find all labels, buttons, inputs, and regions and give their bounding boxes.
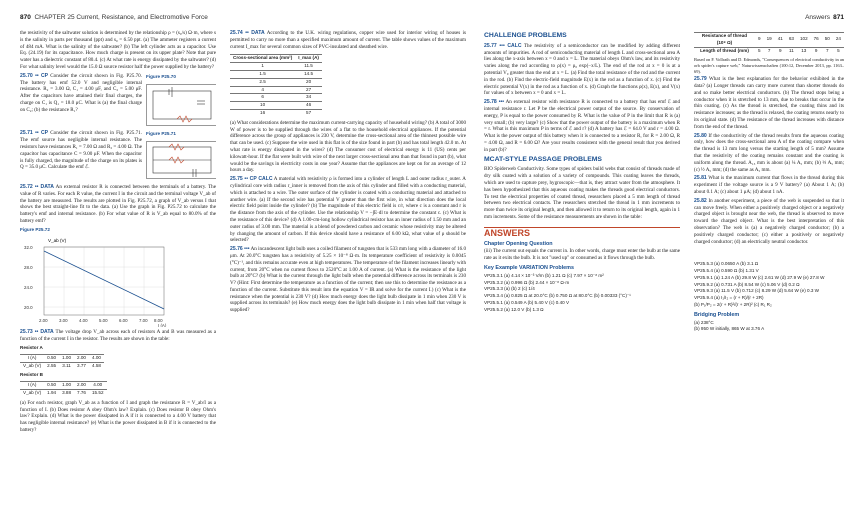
table-cell: 19 [764,33,775,48]
figure-caption: Figure P25.72 [20,226,50,232]
figure-p25-72-graph [20,235,170,327]
problem-74-parts: (a) What considerations determine the maximum current-carrying capacity of household wiring? (b) A total of 3000 W of power is to be supplied through the wires of a flat to the household electrical appliances. If the potential difference across the group of appliances is 230 V, determine the cross-sectional area of the thinnest possible wire that can be used. (c) Suppose the wire used in this flat is of the size found in part (b) and has total length 42.0 m. At what rate is energy dissipated in the wires? (d) The consumer cost of electrical energy is 11 (US) cents per kilowatt-hour. If the flat were built with wire of the next larger cross-sectional area than that found in part (b), what would be the savings in electricity costs in one year? Assume that the appliances are kept on for an average of 12 hours a day. [230,119,466,174]
problem-text: A material with resistivity ρ is formed into a cylinder of length L and outer radius r_outer. A cylindrical core with radius r_inner is removed from the axis of this cylinder and filled with a conducting material, which is attached to a wire. The outer surface of the cylinder is coated with a conducting material and attached to another wire. (a) If the second wire has potential V greater than the first wire, in what direction does the local electric field point inside the cylinder? (b) The magnitude of this electric field is c/r, where c is a constant and r is the distance from the axis of the cylinder. Use the relationship V = −∫E·dl to determine the constant c. (c) What is the resistance of this device? (d) A 1.00-cm-long hollow cylindrical resistor has an inner radius of 1.50 mm and an outer radius of 3.00 mm. The material is a blend of powdered carbon and ceramic whose resistivity may be altered by changing the amount of carbon. If this device should have a resistance of 6.00 kΩ, what value of ρ should be selected? [230,176,466,244]
mcat-heading: MCAT-STYLE PASSAGE PROBLEMS [484,155,602,163]
problem-73-parts: (a) For each resistor, graph V_ab as a function of I and graph the resistance R = V_ab/I as a function of I. (b) Does resistor A obey Ohm's law? Explain. (c) Does resistor B obey Ohm's law? Explain. (d) What is the power dissipated in A if it is connected to a 4.00 V battery that has negligible internal resistance? (e) What is the power dissipated in B if it is connected to the battery? [20,399,216,433]
problem-text: In another experiment, a piece of the web is suspended so that it can move freely. When either a positively charged object or a negatively charged object is brought near the web, the thread is observed to move toward the charged object. What is the best interpretation of this observation? The web is (a) a negatively charged conductor; (b) a positively charged conductor; (c) either a positively or negatively charged conductor; (d) an electrically neutral conductor. [694,197,844,245]
resistor-a-table [20,354,104,370]
x-tick: 5.00 [99,317,108,323]
figure-caption: Figure P25.71 [146,131,176,137]
answer-line: VP25.9.3 (a) 11.5 V (b) 0.712 (c) 8.29 W (d) 5.64 W (e) 0.3 W [694,288,820,294]
right-page-number: 871 [833,14,844,21]
problem-number: 25.75 •• CP CALC [230,176,273,183]
resistor-b-table [20,381,107,397]
y-tick: 32.0 [24,244,33,250]
table-cell: 2.00 [74,382,89,390]
problem-text: An incandescent light bulb uses a coiled filament of tungsten that is 533 mm long with a diameter of 16.0 μm. At 20.0°C tungsten has a resistivity of 5.25 × 10⁻⁸ Ω·m. Its temperature coefficient of resistivity is 0.0045 (°C)⁻¹, and this remains accurate even at high temperatures. The temperature of the filament increases linearly with current, from 20°C when no current flows to 2520°C at 1.00 A of current. (a) What is the resistance of the light bulb at 20°C? (b) What is the current through the light bulb when the potential difference across its terminals is 230 V? (Hint: First determine the temperature as a function of the current; then use this to determine the resistance as a function of the current. Substitute this result into the equation V = IR and solve for the current I.) (c) What is the resistance when the potential is 230 V? (d) How much energy does the light bulb dissipate in 1 min when 230 V is supplied across its terminals? (e) How much energy does the light bulb dissipate in 1 min when half that voltage is supplied? [230,246,466,314]
figure-p25-71 [146,130,216,184]
table-cell: 24 [833,33,844,48]
table-cell: 7 [764,47,775,54]
table-cell: 34 [295,94,322,102]
table-cell: 20 [295,78,322,86]
right-running-title: Answers [805,14,830,21]
problem-76 [230,246,466,314]
table-cell: 46 [295,102,322,110]
table-cell: 4 [230,86,295,94]
left-running-title: CHAPTER 25 Current, Resistance, and Electromotive Force [34,14,208,21]
answer-line: VP25.5.4 (a) 0.590 Ω (b) 1.31 V [694,268,759,274]
problem-75 [230,176,466,244]
answer-line: VP25.3.4 (a) 0.825 Ω at 20.0°C (b) 0.750 Ω at 80.0°C (b) 0.00333 (°C)⁻¹ [484,293,631,299]
problem-text: An external resistor with resistance R is connected to a battery that has emf ℰ and internal resistance r. Let P be the electrical power output of the source. By conservation of energy, P is equal to the power consumed by R. What is the value of P in the limit that R is (a) very small; (b) very large? (c) Show that the power output of the battery is a maximum when R = r. What is this maximum P in terms of ℰ and r? (d) A battery has ℰ = 64.0 V and r = 4.00 Ω. What is the power output of this battery when it is connected to a resistor R, for R = 2.00 Ω, R = 4.00 Ω, and R = 6.00 Ω? Are your results consistent with the general result that you derived in part (b)? [484,99,680,153]
answer-line: VP25.5.3 (a) 0.0650 A (b) 3.1 Ω [694,261,759,267]
problem-number: 25.70 •• CP [20,72,49,79]
table-cell: 2.00 [74,354,89,362]
table-cell: 102 [797,33,811,48]
problem-72 [20,184,216,225]
x-tick: 8.00 [154,317,163,323]
problem-number: 25.73 •• DATA [20,329,54,336]
page-header [20,14,844,26]
bridging-problem-heading: Bridging Problem [694,311,740,318]
mcat-passage: BIO Spiderweb Conductivity. Some types of spiders build webs that consist of threads made of dry silk coated with a solution of a variety of compounds. This coating leaves the threads, which are used to capture prey, hygroscopic—that is, they attract water from the atmosphere. It has been hypothesized that this aqueous coating makes the threads good electrical conductors. To test the electrical properties of coated thread, researchers placed a 5 mm length of thread between two electrical contacts. The researchers stretched the thread in 1 mm increments to more than twice its original length, and then allowed it to return to its original length, again in 1 mm increments. Some of the resistance measurements are shown in the table: [484,166,680,220]
answer-line: VP25.5.2 (a) 12.0 V (b) 1.3 Ω [484,306,544,312]
x-tick: 4.00 [79,317,88,323]
column-4 [694,30,844,504]
problem-text: The voltage drop V_ab across each of resistors A and B was measured as a function of the current I in the resistor. The results are shown in the table: [20,329,216,343]
resistor-a-label: Resistor A [20,344,43,350]
answers-heading: ANSWERS [484,227,680,237]
column-2 [230,30,466,504]
answer-line: VP25.9.4 (a) I₁/I₂ = (r + R)/(r + 2R) [694,295,764,301]
answer-line: (b) P₁/P₂ = 2(r + R)²/(r + 2R)² (c) R₁ R₂ [694,302,772,308]
table-cell: 50 [822,33,833,48]
table-header: I_max (A) [295,55,322,63]
answer-line: VP25.3.2 (a) 0.996 Ω (b) 2.44 × 10⁻⁸ Ω·m [484,279,570,285]
answer-line: (a) 238°C [694,319,714,325]
table-cell: V_ab (V) [20,389,44,396]
figure-caption: Figure P25.70 [146,73,176,79]
circuit-diagram [146,141,216,179]
challenge-problems-heading: CHALLENGE PROBLEMS [484,32,567,39]
answer-line: VP25.9.2 (a) 0.731 A (b) 8.54 W (c) 5.06 V (d) 0.2 Ω [694,281,800,287]
problem-71 [20,130,216,184]
problem-74 [230,30,466,50]
table-cell: 9 [775,47,786,54]
problem-number: 25.77 ••• CALC [484,42,522,49]
problem-70 [20,73,216,131]
problem-number: 25.80 [694,132,707,139]
table-cell: 3.88 [59,389,74,396]
answer-line: VP25.3.1 (a) 4.14 × 10⁻³ V/m (b) 1.21 Ω (c) 7.97 × 10⁻⁸ m² [484,272,604,278]
spiderweb-table [694,32,844,54]
table-cell: 76 [811,33,822,48]
problem-81 [694,175,844,195]
problem-number: 25.78 ••• [484,99,505,106]
table-cell: 63 [786,33,797,48]
problem-78 [484,99,680,153]
y-tick: 28.0 [24,264,33,270]
table-cell: 4.58 [89,362,104,369]
table-cell: 5 [833,47,844,54]
table-cell: 4.00 [89,382,107,390]
problem-number: 25.79 [694,76,707,83]
resistor-b-label: Resistor B [20,372,43,378]
problem-number: 25.82 [694,197,707,204]
table-cell: 1 [230,63,295,71]
key-example-heading: Key Example VARIATION Problems [484,264,574,271]
table-cell: 2.5 [230,78,295,86]
column-3 [484,30,680,504]
table-cell: 57 [295,109,322,116]
problem-82 [694,198,844,246]
problem-number: 25.76 ••• [230,246,250,253]
table-cell: 9 [755,33,764,48]
problem-text: An external resistor R is connected between the terminals of a battery. The value of R varies. For each R value, the current I in the circuit and the terminal voltage V_ab of the battery are measured. The results are plotted in Fig. P25.72, a graph of V_ab versus I that shows the best straight-line fit to the data. (a) Use the graph in Fig. P25.72 to calculate the battery's emf and internal resistance. (b) For what value of R is V_ab equal to 80.0% of the battery emf? [20,183,216,224]
table-cell: 1.00 [59,354,74,362]
table-cell: 5 [755,47,764,54]
problem-text: What is the best explanation for the behavior exhibited in the data? (a) Longer threads can carry more current than shorter threads do and so make better electrical conductors. (b) The thread stops being a conductor when it is stretched to 13 mm, due to breaks that occur in the thin coating. (c) As the thread is stretched, the coating thins and its resistance increases; as the thread is relaxed, the coating returns nearly to its original state. (d) The resistance of the thread increases with distance from the end of the thread. [694,76,844,130]
problem-text: According to the U.K. wiring regulations, copper wire used for interior wiring of houses is permitted to carry no more than a specified maximum amount of current. The table shows values of the maximum current I_max for several common sizes of PVC-insulated and sheathed wire. [230,30,466,50]
answer-line: VP25.5.1 (a) 0.549 A (b) 5.40 V (c) 0.40 V [484,299,570,305]
problem-text: The resistivity of a semiconductor can be modified by adding different amounts of impurities. A rod of semiconducting material of length L and cross-sectional area A lies along the x-axis between x = 0 and x = L. The material obeys Ohm's law, and its resistivity varies along the rod according to ρ(x) = ρ₀ exp(−x/L). The end of the rod at x = 0 is at a potential V₀ greater than the end at x = L. (a) Find the total resistance of the rod and the current in the rod. (b) Find the electric-field magnitude E(x) in the rod as a function of x. (c) Find the electric potential V(x) in the rod as a function of x. (d) Graph the functions ρ(x), E(x), and V(x) for values of x between x = 0 and x = L. [484,42,680,97]
figure-p25-70 [146,73,216,131]
table-cell: 16 [230,109,295,116]
table-cell: 6 [230,94,295,102]
problem-69-continued: the resistivity of the saltwater solution is determined by the relationship ρ = (s₀/s) Ω·m, where s is the salinity in parts per thousand (ppt) and s₀ = 6.50 ppt. (a) The ammeter registers a current of 484 mA. What is the salinity of the saltwater? (b) The left cylinder acts as a capacitor. Use Eq. (24.19) for its capacitance. How much charge is present on its upper plate? Note that pure water has a dielectric constant of 80.4. (c) At what rate is energy dissipated by the saltwater? (d) For what salinity level would the 15.0 Ω source resistor half the power supplied by the battery? [20,30,216,70]
problem-text: What is the maximum current that flows in the thread during this experiment if the voltage source is a 9 V battery? (a) About 1 A; (b) about 0.1 A; (c) about 1 μA; (d) about 1 nA. [694,175,844,195]
wire-current-table [230,54,322,116]
column-1 [20,30,216,504]
table-cell: 1.5 [230,70,295,78]
y-tick: 24.0 [24,284,33,290]
table-cell: I (A) [20,382,44,390]
table-cell: 7.76 [74,389,89,396]
left-page-number: 870 [20,14,31,21]
table-cell: 2.55 [44,362,59,369]
table-cell: I (A) [20,354,44,362]
problem-73 [20,329,216,343]
table-cell: 0.50 [44,382,59,390]
table-cell: 4.00 [89,354,104,362]
y-tick: 20.0 [24,304,33,310]
chapter-opening-question-heading: Chapter Opening Question [484,240,553,247]
table-cell: 0.50 [44,354,59,362]
table-cell: 11 [786,47,797,54]
problem-77 [484,43,680,97]
table-cell: V_ab (V) [20,362,44,369]
problem-80 [694,133,844,174]
table-header: Cross-sectional area (mm²) [230,55,295,63]
table-cell: 1.94 [44,389,59,396]
x-tick: 7.00 [139,317,148,323]
table-cell: 27 [295,86,322,94]
table-cell: 9 [811,47,822,54]
table-cell: 3.11 [59,362,74,369]
answer-line: VP25.9.1 (a) 1.24 A (b) 29.8 W (c) 2.61 W (d) 27.9 W (e) 27.8 W [694,274,825,280]
table-cell: 41 [775,33,786,48]
problem-number: 25.71 •• CP [20,130,49,137]
wire-table-block [230,52,466,119]
table-cell: 1.00 [59,382,74,390]
graph-y-label: V_ab (V) [48,237,67,243]
problem-text: If the conductivity of the thread results from the aqueous coating only, how does the cross-sectional area A of the coating compare when the thread is 13 mm long versus the starting length of 5 mm? Assume that the resistivity of the coating remains constant and the coating is uniform along the thread. A₁₃ mm is about (a) ¼ A₅ mm; (b) ⅓ A₅ mm; (c) ½ A₅ mm; (d) the same as A₅ mm. [694,132,844,173]
circuit-diagram [146,84,216,126]
problem-number: 25.74 •• DATA [230,30,265,36]
table-cell: 13 [797,47,811,54]
problem-number: 25.81 [694,175,707,182]
problem-text: Consider the circuit shown in Fig. P25.70. The battery has emf 52.0 V and negligible internal resistance. R₂ = 3.00 Ω, C₁ = 4.00 μF, and C₂ = 5.00 μF. After the capacitors have attained their final charges, the charge on C₁ is Q₁ = 18.0 μC. What is (a) the final charge on C₂; (b) the resistance R₁? [20,72,142,113]
table-header: Length of thread (mm) [694,47,755,54]
table-cell: 11.5 [295,63,322,71]
table-cell: 14.5 [295,70,322,78]
table-cell: 10 [230,102,295,110]
answer-line: (b) 950 W initially, 865 W at 3.76 A [694,326,765,332]
table-source-note: Based on F. Vollrath and D. Edmonds, "Consequences of electrical conductivity in an orb spider's capture web," Naturwissenschaften (100:12, December 2013, pp. 1163–69). [694,57,844,74]
answer-line: VP25.3.3 (a) (b) 2 (c) 1/4 [484,286,535,292]
table-header: Resistance of thread (10⁹ Ω) [694,33,755,48]
x-tick: 3.00 [59,317,68,323]
problem-number: 25.72 •• DATA [20,183,54,190]
table-cell: 3.77 [74,362,89,369]
table-cell: 15.52 [89,389,107,396]
x-tick: 2.00 [39,317,48,323]
problem-text: Consider the circuit shown in Fig. P25.71. The emf source has negligible internal resistance. The resistors have resistances R₁ = 7.00 Ω and R₂ = 4.00 Ω. The capacitor has capacitance C = 9.00 μF. When the capacitor is fully charged, the magnitude of the charge on its plates is Q = 35.0 μC. Calculate the emf ℰ. [20,130,142,171]
x-tick: 6.00 [119,317,128,323]
problem-79 [694,76,844,130]
table-cell: 7 [822,47,833,54]
graph-x-label: I (A) [158,322,167,327]
chapter-opening-answer: (iii) The current out equals the current in. In other words, charge must enter the bulb at the same rate as it exits the bulb. It is not "used up" or consumed as it flows through the bulb. [484,248,680,262]
